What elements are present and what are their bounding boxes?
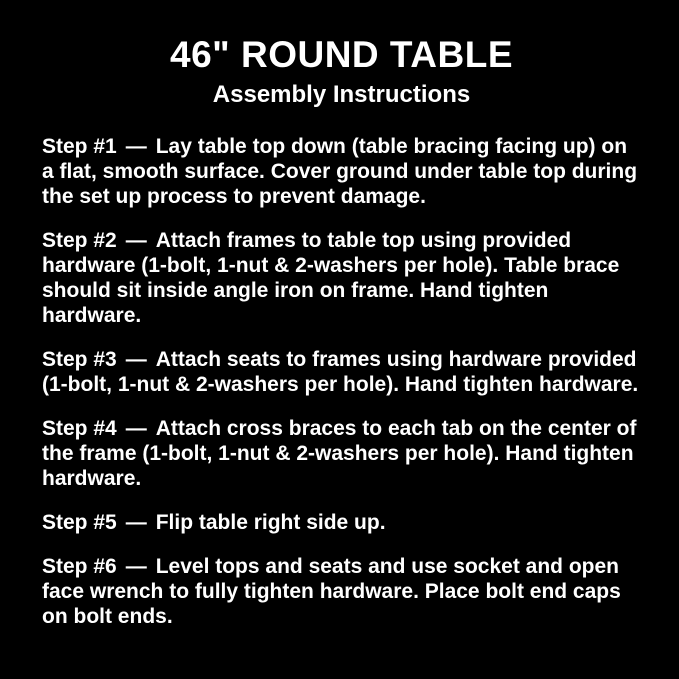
step-1-label: Step #1 [42,135,117,159]
steps-list [42,134,641,629]
step-6 [42,554,641,629]
step-5 [42,510,641,535]
step-3-text: Attach seats to frames using hardware provided (1-bolt, 1-nut & 2-washers per hole). Hand tighten hardware. [42,348,639,397]
step-1-text: Lay table top down (table bracing facing up) on a flat, smooth surface. Cover ground under table top during the set up process to prevent damage. [42,135,638,209]
step-4 [42,416,641,491]
step-6-text: Level tops and seats and use socket and open face wrench to fully tighten hardware. Place bolt end caps on bolt ends. [42,555,621,629]
page-title: 46" ROUND TABLE [170,34,513,75]
step-5-text: Flip table right side up. [155,511,386,535]
step-1-dash: — [125,135,147,159]
step-3-dash: — [125,348,147,372]
step-2-label: Step #2 [42,229,117,253]
step-2-text: Attach frames to table top using provided hardware (1-bolt, 1-nut & 2-washers per hole). Table brace should sit inside angle iron on frame. Hand tighten hardware. [42,229,620,328]
step-6-dash: — [125,555,147,579]
step-3-label: Step #3 [42,348,117,372]
step-4-label: Step #4 [42,417,117,441]
step-5-label: Step #5 [42,511,117,535]
step-4-text: Attach cross braces to each tab on the center of the frame (1-bolt, 1-nut & 2-washers per hole). Hand tighten hardware. [42,417,637,491]
step-3 [42,347,641,397]
step-4-dash: — [125,417,147,441]
step-2-dash: — [125,229,147,253]
page-subtitle: Assembly Instructions [212,80,471,108]
step-6-label: Step #6 [42,555,117,579]
step-2 [42,228,641,328]
step-5-dash: — [125,511,147,535]
step-1 [42,134,641,209]
